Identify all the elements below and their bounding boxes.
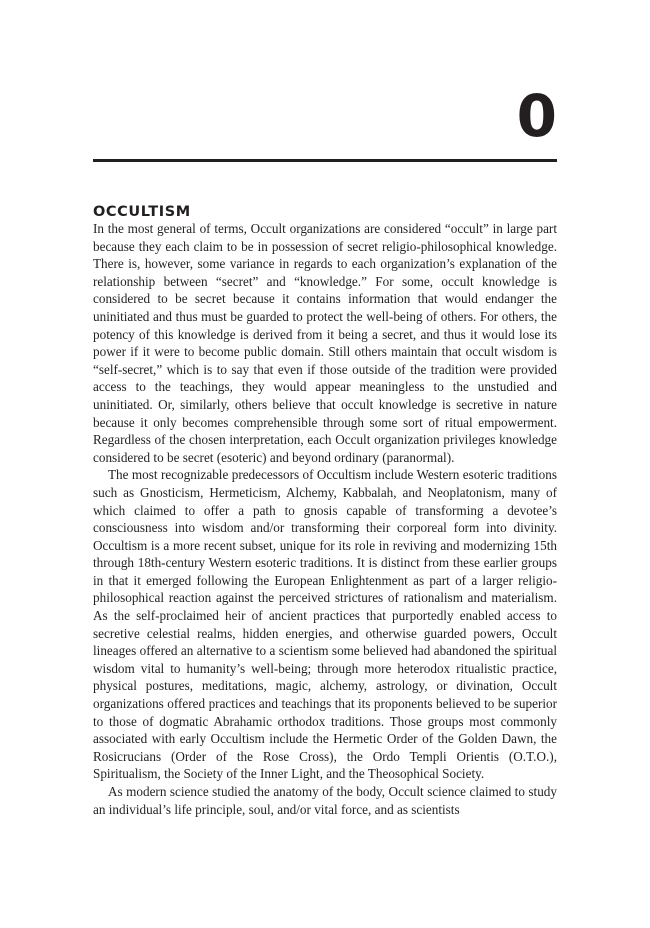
- chapter-number: 0: [516, 82, 557, 150]
- section-heading: OCCULTISM: [93, 204, 191, 220]
- chapter-divider: [93, 159, 557, 162]
- paragraph: As modern science studied the anatomy of the body, Occult science claimed to study an individual’s life principle, soul, and/or vital force, and as scientists: [93, 784, 557, 817]
- paragraph: In the most general of terms, Occult organizations are considered “occult” in large part because they each claim to be in possession of secret religio-philosophical knowledge. There is, however, some variance in regards to each organization’s explanation of the relationship between “secret” and “knowledge.” For some, occult knowledge is considered to be secret because it contains information that would endanger the uninitiated and thus must be guarded to protect the well-being of others. For others, the potency of this knowledge is derived from it being a secret, and thus it would lose its power if it were to become public domain. Still others maintain that occult wisdom is “self-secret,” which is to say that even if those outside of the tradition were provided access to the teachings, they would appear meaningless to the unstudied and uninitiated. Or, similarly, others believe that occult knowledge is secretive in nature because it only becomes comprehensible through some sort of ritual empowerment. Regardless of the chosen interpretation, each Occult organization privileges knowledge considered to be secret (esoteric) and beyond ordinary (paranormal).: [93, 221, 557, 465]
- paragraph: The most recognizable predecessors of Occultism include Western esoteric traditions such as Gnosticism, Hermeticism, Alchemy, Kabbalah, and Neoplatonism, many of which claimed to offer a path to gnosis capable of transforming a devotee’s consciousness into wisdom and/or transforming their corporeal form into divinity. Occultism is a more recent subset, unique for its role in reviving and modernizing 15th through 18th-century Western esoteric traditions. It is distinct from these earlier groups in that it emerged following the European Enlightenment as part of a larger religio-philosophical reaction against the perceived strictures of rationalism and materialism. As the self-proclaimed heir of ancient practices that purportedly enabled access to secretive celestial realms, hidden energies, and otherwise guarded powers, Occult lineages offered an alternative to a scientism some believed had abandoned the spiritual wisdom vital to humanity’s well-being; through more heterodox ritualistic practice, physical postures, meditations, magic, alchemy, astrology, or divination, Occult organizations offered practices and teachings that its proponents believed to be superior to those of dogmatic Abrahamic orthodox traditions. Those groups most commonly associated with early Occultism include the Hermetic Order of the Golden Dawn, the Rosicrucians (Order of the Rose Cross), the Ordo Templi Orientis (O.T.O.), Spiritualism, the Society of the Inner Light, and the Theosophical Society.: [93, 467, 557, 782]
- body-text: [93, 220, 557, 818]
